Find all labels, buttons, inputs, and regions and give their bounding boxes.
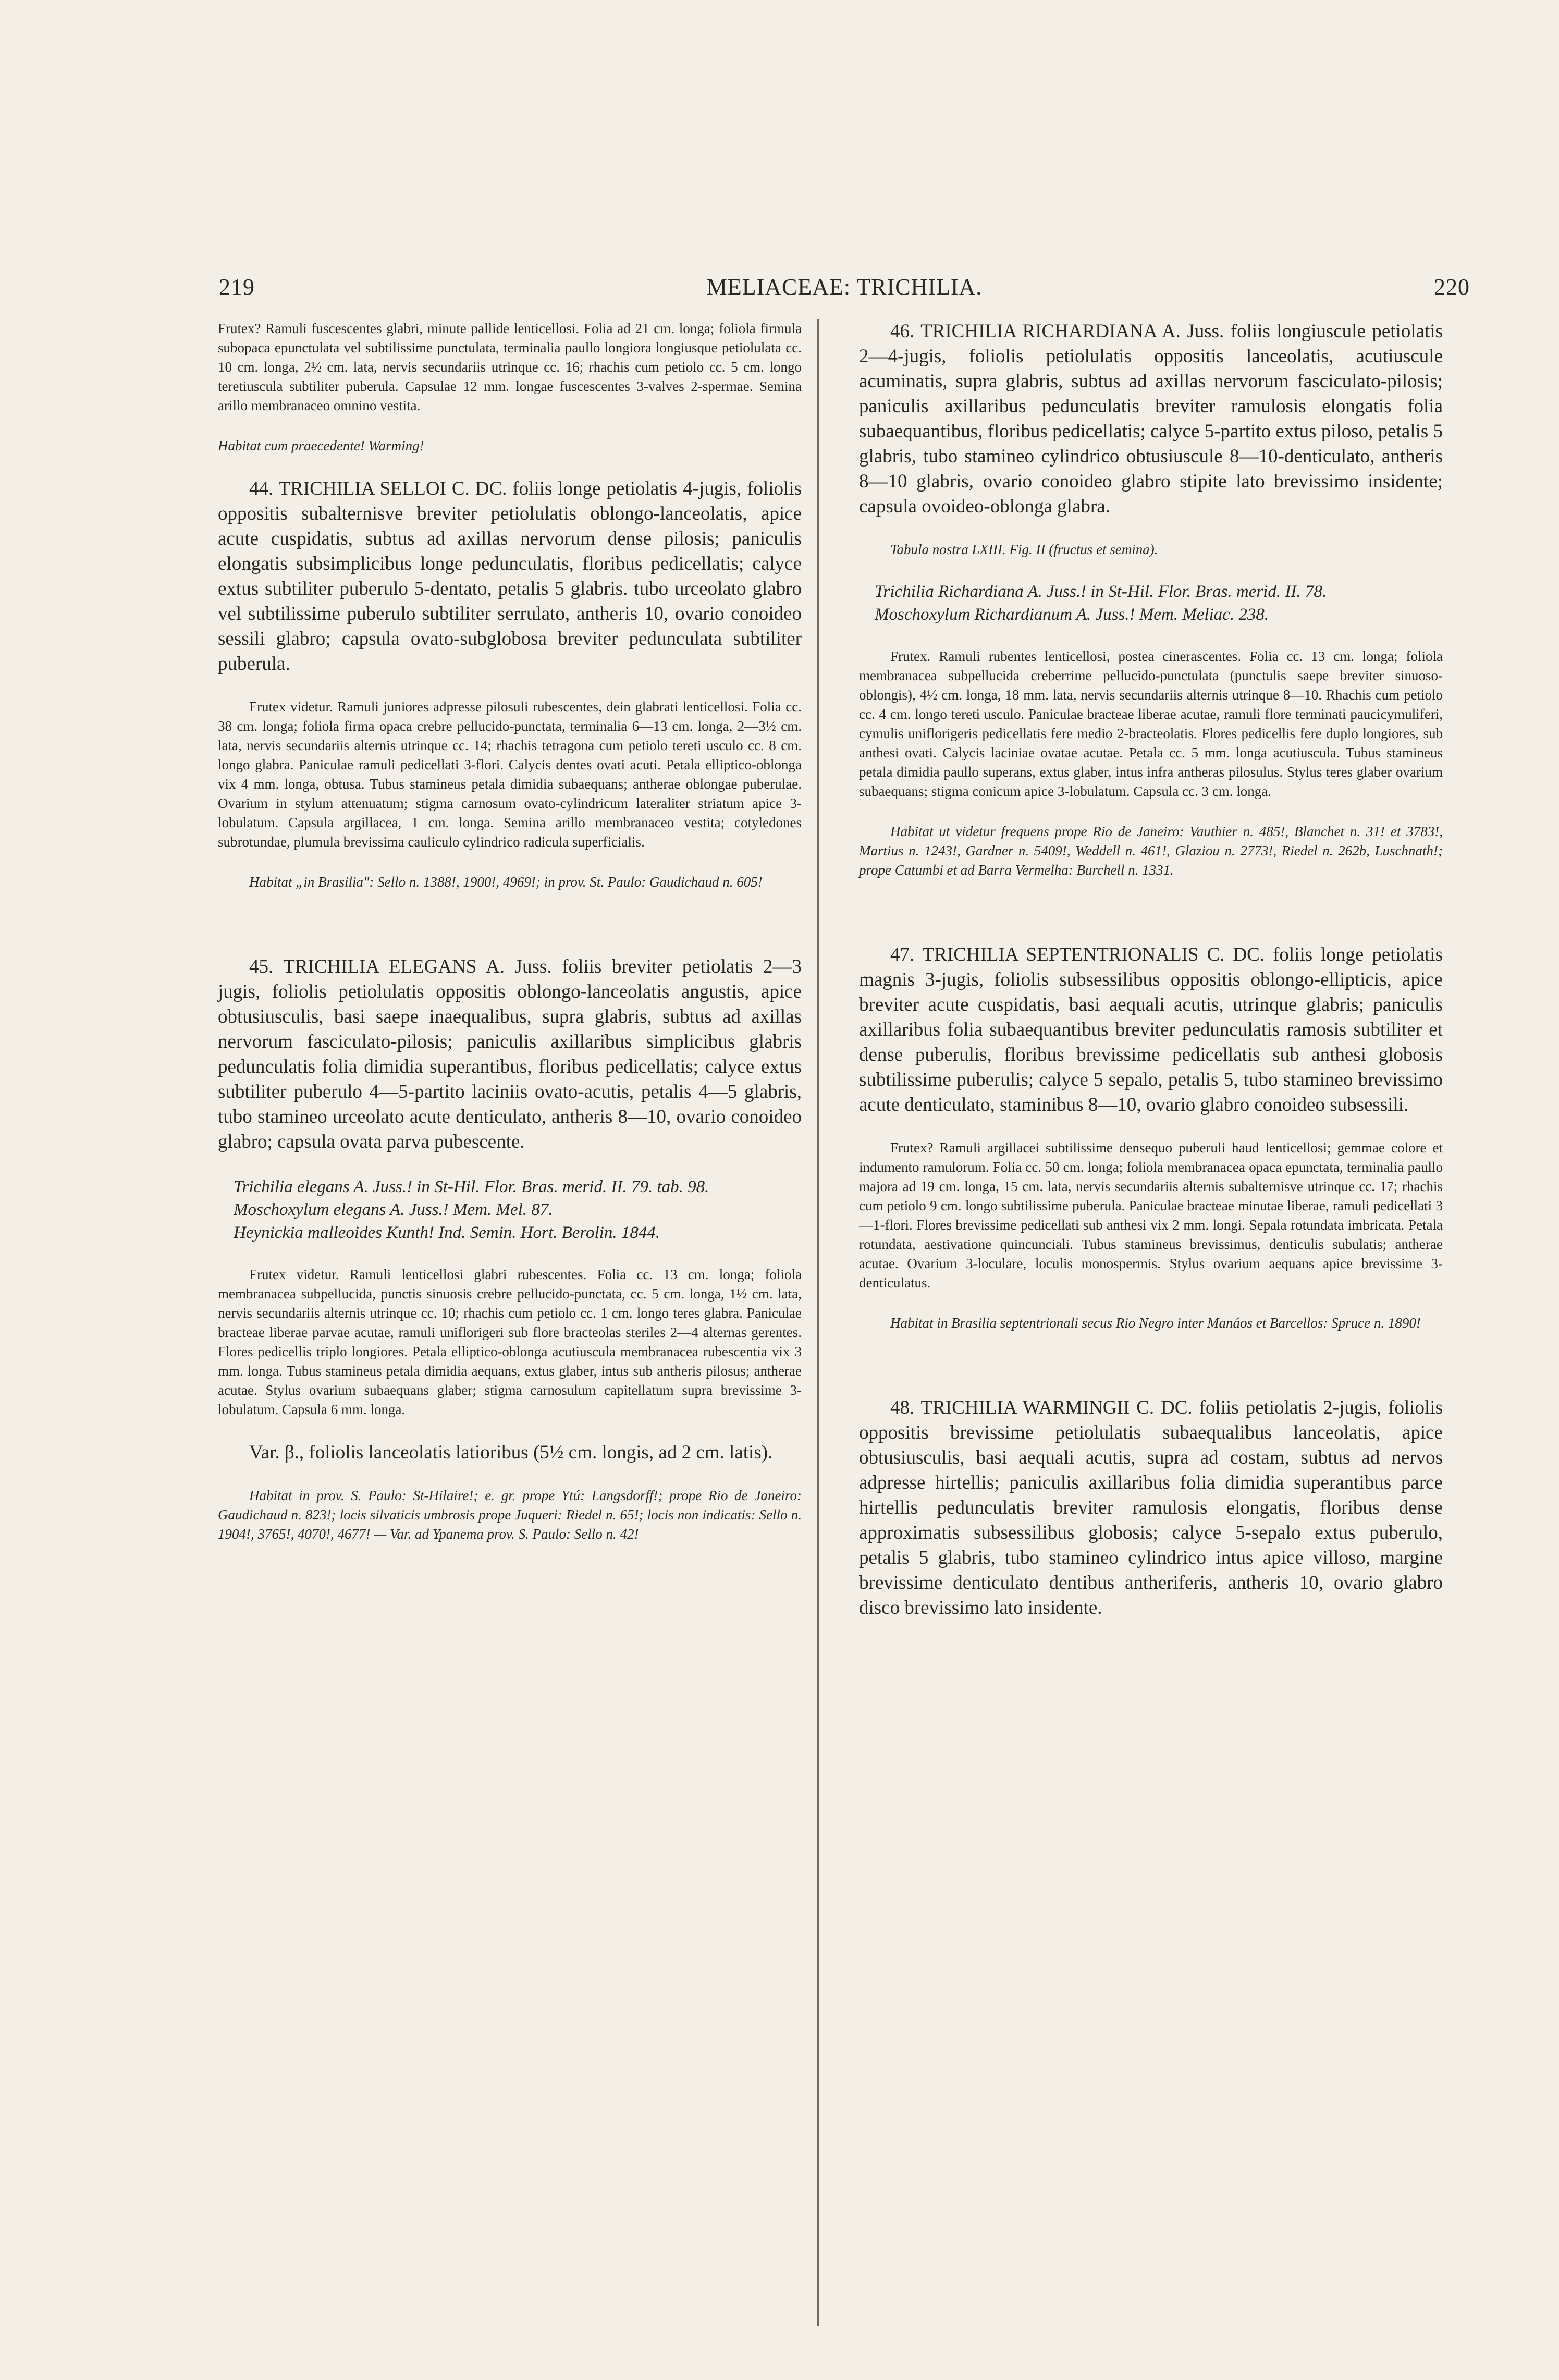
species-46-description: Frutex. Ramuli rubentes lenticellosi, postea cinerascentes. Folia cc. 13 cm. longa; foliola membranacea subpellucida creberrime pellucido-punctulata (punctulis saepe breviter sinuoso-oblongis), 4½ cm. longa, 18 mm. lata, nervis secundariis alternis utrinque 8—10. Rhachis cum petiolo cc. 4 cm. longo tereti usculo. Paniculae bracteae liberae acutae, ramuli flore terminati paucicymuliferi, cymulis uniflorigeris pedicellatis fere medio 2-bracteolatis. Flores pedicellis fere duplo longiores, sub anthesi ovati. Calycis laciniae ovatae acutae. Petala cc. 5 mm. longa acutiuscula. Tubus stamineus petala dimidia paullo superans, extus glaber, intus infra antheras pilosulus. Stylus teres glaber ovarium subaequans; stigma conicum apice 3-lobulatum. Capsula cc. 3 cm. longa. [859, 648, 1443, 799]
running-title: MELIACEAE: TRICHILIA. [706, 274, 983, 300]
species-47-description: Frutex? Ramuli argillacei subtilissime densequo puberuli haud lenticellosi; gemmae colore et indumento ramulorum. Folia cc. 50 cm. longa; foliola membranacea opaca epunctata, terminalia paullo majora ad 19 cm. longa, 15 cm. lata, nervis secundariis alternis subalternisve utrinque cc. 17; rhachis cum petiolo 9 cm. longo subtilissime puberula. Paniculae bracteae minutae liberae, ramuli pedicellati 3—1-flori. Flores brevissime pedicellati sub anthesi vix 2 mm. longi. Sepala rotundata imbricata. Petala rotundata, aestivatione quincunciali. Tubus stamineus brevissimus, denticulis subulatis; antherae acutae. Ovarium 3-loculare, loculis monospermis. Stylus ovarium aequans apice brevissime 3-denticulatus. [859, 1140, 1443, 1291]
species-45-variety: Var. β., foliolis lanceolatis latioribus (5½ cm. longis, ad 2 cm. latis). [249, 1442, 773, 1463]
species-48-diagnosis: 48. TRICHILIA WARMINGII C. DC. foliis petiolatis 2-jugis, foliolis oppositis brevissime petiolulatis subaequalibus lanceolatis, apice obtusiusculis, basi aequali acutis, supra ad costam, subtus ad nervos adpresse hirtellis; paniculis axillaribus folia dimidia superantibus parce hirtellis pedunculatis breviter ramulosis elongatis, floribus dense approximatis subsessilibus globosis; calyce 5-sepalo extus puberulo, petalis 5 glabris, tubo stamineo cylindrico intus apice villoso, margine brevissime denticulato dentibus antheriferis, antheris 10, ovario glabro disco brevissimo lato insidente. [859, 1397, 1443, 1618]
species-47-habitat: Habitat in Brasilia septentrionali secus Rio Negro inter Manáos et Barcellos: Spruce n. 1890! [890, 1315, 1421, 1331]
species-45-diagnosis: 45. TRICHILIA ELEGANS A. Juss. foliis breviter petiolatis 2—3 jugis, foliolis petiolulatis oppositis oblongo-lanceolatis angustis, apice obtusiusculis, basi saepe inaequalibus, supra glabris, subtus ad axillas nervorum fasciculato-pilosis; paniculis axillaribus simplicibus glabris pedunculatis folia dimidia superantibus, floribus pedicellatis; calyce extus subtiliter puberulo 4—5-partito laciniis ovato-acutis, petalis 4—5 glabris, tubo stamineo urceolato acute denticulato, antheris 8—10, ovario conoideo glabro; capsula ovata parva pubescente. [218, 956, 802, 1152]
species-46-synonym-1: Trichilia Richardiana A. Juss.! in St-Hil. Flor. Bras. merid. II. 78. [875, 582, 1327, 601]
species-45-habitat: Habitat in prov. S. Paulo: St-Hilaire!; e. gr. prope Ytú: Langsdorff!; prope Rio de Janeiro: Gaudichaud n. 823!; locis silvaticis umbrosis prope Juqueri: Riedel n. 65!; locis non indicatis: Sello n. 1904!, 3765!, 4070!, 4677! — Var. ad Ypanema prov. S. Paulo: Sello n. 42! [218, 1488, 802, 1542]
right-column [859, 319, 1443, 1621]
page-number-right: 220 [1434, 274, 1470, 300]
species-47-diagnosis: 47. TRICHILIA SEPTENTRIONALIS C. DC. foliis longe petiolatis magnis 3-jugis, foliolis subsessilibus oppositis oblongo-ellipticis, apice breviter acute cuspidatis, basi aequali acutis, utrinque glabris; paniculis axillaribus folia subaequantibus breviter pedunculatis ramosis subtiliter et dense puberulis, floribus brevissime pedicellatis sub anthesi globosis subtilissime puberulis; calyce 5 sepalo, petalis 5, tubo stamineo brevissimo acute denticulato, staminibus 8—10, ovario glabro conoideo subsessili. [859, 944, 1443, 1115]
species-44-habitat: Habitat „in Brasilia": Sello n. 1388!, 1900!, 4969!; in prov. St. Paulo: Gaudichaud n. 605! [249, 874, 763, 890]
species-45-synonym-1: Trichilia elegans A. Juss.! in St-Hil. Flor. Bras. merid. II. 79. tab. 98. [234, 1177, 709, 1196]
page-number-left: 219 [219, 274, 255, 300]
species-46-habitat: Habitat ut videtur frequens prope Rio de Janeiro: Vauthier n. 485!, Blanchet n. 31! et 3783!, Martius n. 1243!, Gardner n. 5409!, Weddell n. 461!, Glaziou n. 2773!, Riedel n. 262b, Luschnath!; prope Catumbi et ad Barra Vermelha: Burchell n. 1331. [859, 824, 1443, 878]
species-46-plate-reference: Tabula nostra LXIII. Fig. II (fructus et semina). [890, 542, 1158, 557]
species-45-description: Frutex videtur. Ramuli lenticellosi glabri rubescentes. Folia cc. 13 cm. longa; foliola membranacea subpellucida, punctis sinuosis crebre pellucido-punctata, cc. 5 cm. longa, 1½ cm. lata, nervis secundariis alternis utrinque cc. 10; rhachis cum petiolo cc. 1 cm. longo teres glabra. Paniculae bracteae liberae parvae acutae, ramuli uniflorigeri sub flore bracteolas steriles 2—4 alternas gerentes. Flores pedicellis triplo longiores. Petala elliptico-oblonga acutiuscula membranacea rubescentia vix 3 mm. longa. Tubus stamineus petala dimidia aequans, extus glaber, intus sub antheris pilosus; antherae acutae. Stylus ovarium subaequans glaber; stigma carnosulum capitellatum supra brevissime 3-lobulatum. Capsula 6 mm. longa. [218, 1267, 802, 1417]
column-divider [817, 319, 819, 2326]
species-44-description: Frutex videtur. Ramuli juniores adpresse pilosuli rubescentes, dein glabrati lenticellosi. Folia cc. 38 cm. longa; foliola firma opaca crebre pellucido-punctata, terminalia 6—13 cm. longa, 2—3½ cm. lata, nervis secundariis alternis utrinque cc. 14; rhachis tetragona cum petiolo tereti usculo cc. 8 cm. longo glabra. Paniculae ramuli pedicellati 3-flori. Calycis dentes ovati acuti. Petala elliptico-oblonga vix 4 mm. longa, obtusa. Tubus stamineus petala dimidia subaequans; antherae oblongae puberulae. Ovarium in stylum attenuatum; stigma carnosum ovato-cylindricum lateraliter striatum apice 3-lobulatum. Capsula argillacea, 1 cm. longa. Semina arillo membranaceo vestita; cotyledones subrotundae, plumula brevissima cauliculo cylindrico radicula superficialis. [218, 699, 802, 850]
species-46-synonym-2: Moschoxylum Richardianum A. Juss.! Mem. Meliac. 238. [875, 605, 1269, 624]
left-column [218, 319, 802, 1544]
continued-habitat: Habitat cum praecedente! Warming! [218, 438, 424, 453]
continued-description: Frutex? Ramuli fuscescentes glabri, minute pallide lenticellosi. Folia ad 21 cm. longa; foliola firmula subopaca epunctulata vel subtilissime punctulata, terminalia paullo longiora longiusque petiolulata cc. 10 cm. longa, 2½ cm. lata, nervis secundariis utrinque cc. 16; rhachis cum petiolo cc. 5 cm. longo teretiuscula subtiliter puberula. Capsulae 12 mm. longae fuscescentes 3-valves 2-spermae. Semina arillo membranaceo omnino vestita. [218, 321, 802, 413]
page-header [219, 274, 1470, 310]
species-44-diagnosis: 44. TRICHILIA SELLOI C. DC. foliis longe petiolatis 4-jugis, foliolis oppositis subalternisve breviter petiolulatis oblongo-lanceolatis, apice acute cuspidatis, subtus ad axillas nervorum dense pilosis; paniculis elongatis subsimplicibus longe pedunculatis, floribus pedicellatis; calyce extus subtiliter puberulo 5-dentato, petalis 5 glabris. tubo urceolato glabro vel subtilissime puberulo subtiliter serrulato, antheris 10, ovario conoideo sessili glabro; capsula ovato-subglobosa breviter pedunculata subtiliter puberula. [218, 478, 802, 674]
species-46-diagnosis: 46. TRICHILIA RICHARDIANA A. Juss. foliis longiuscule petiolatis 2—4-jugis, foliolis petiolulatis oppositis lanceolatis, acutiuscule acuminatis, supra glabris, subtus ad axillas nervorum fasciculato-pilosis; paniculis axillaribus pedunculatis breviter ramulosis elongatis folia subaequantibus, floribus pedicellatis; calyce 5-partito extus piloso, petalis 5 glabris, tubo stamineo cylindrico obtusiuscule 8—10-denticulato, antheris 8—10 glabris, ovario conoideo glabro stipite lato brevissimo insidente; capsula ovoideo-oblonga glabra. [859, 321, 1443, 517]
species-45-synonym-3: Heynickia malleoides Kunth! Ind. Semin. Hort. Berolin. 1844. [234, 1223, 660, 1242]
species-45-synonym-2: Moschoxylum elegans A. Juss.! Mem. Mel. 87. [234, 1200, 553, 1219]
